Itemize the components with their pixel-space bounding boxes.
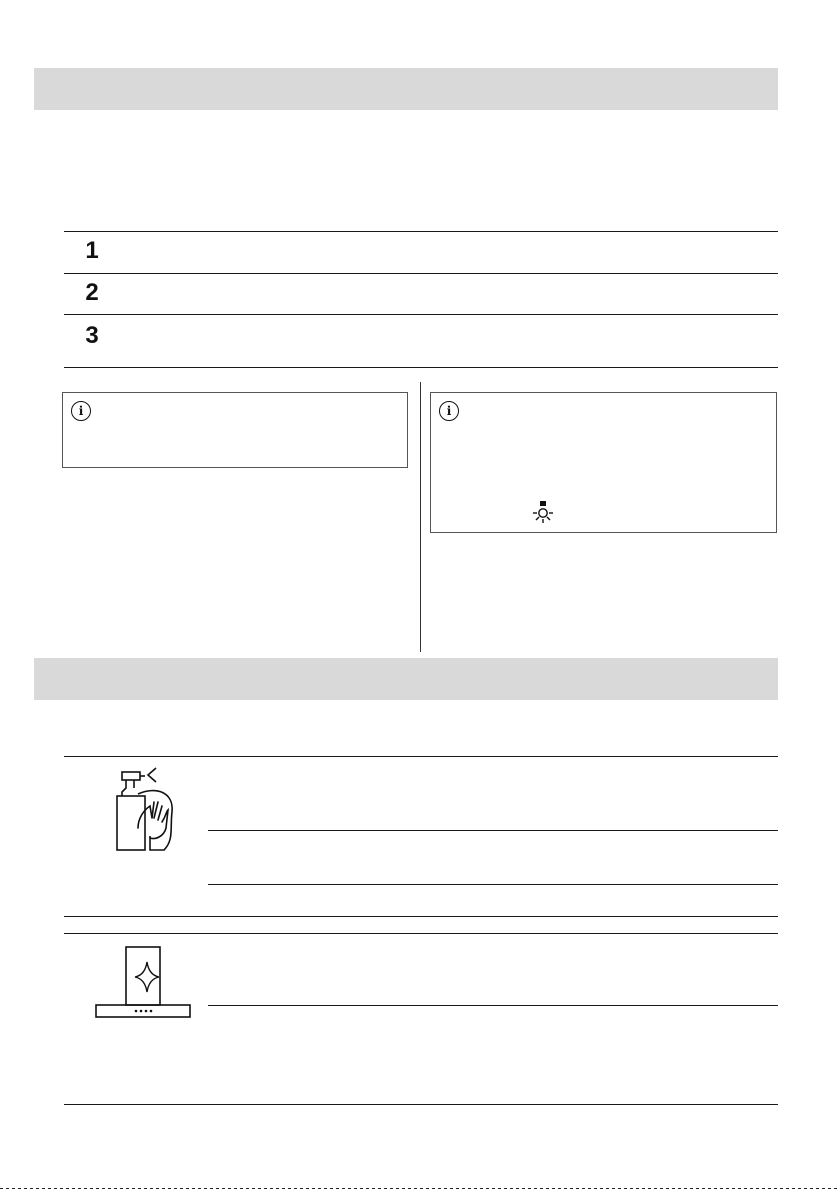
- info-box-left: [62, 392, 408, 468]
- info-box-right: [430, 392, 777, 533]
- cooker-hood-icon: [94, 944, 192, 1020]
- step-number-1: 1: [85, 237, 99, 264]
- section-header-band-1: [34, 68, 778, 110]
- light-bulb-icon: [531, 500, 555, 526]
- column-separator: [420, 382, 421, 652]
- steps-row-divider-1: [64, 273, 778, 274]
- cleaning-table-bottom-rule: [64, 1104, 778, 1105]
- cleaning-table-top-rule: [64, 756, 778, 757]
- info-icon: i: [71, 401, 91, 421]
- cleaning-group-divider-b: [64, 933, 778, 934]
- page-bottom-dashed-line: [0, 1188, 840, 1189]
- spray-and-cloth-icon: [108, 766, 180, 856]
- step-number-2: 2: [85, 279, 99, 306]
- steps-table-top-rule: [64, 231, 778, 232]
- section-header-band-2: [34, 658, 778, 700]
- cleaning-row-divider-3: [208, 1005, 778, 1006]
- cleaning-group-divider-a: [64, 916, 778, 917]
- step-number-3: 3: [85, 322, 99, 349]
- steps-row-divider-2: [64, 314, 778, 315]
- info-icon: i: [439, 401, 459, 421]
- cleaning-row-divider-1: [208, 830, 778, 831]
- steps-table-bottom-rule: [64, 367, 778, 368]
- cleaning-row-divider-2: [208, 884, 778, 885]
